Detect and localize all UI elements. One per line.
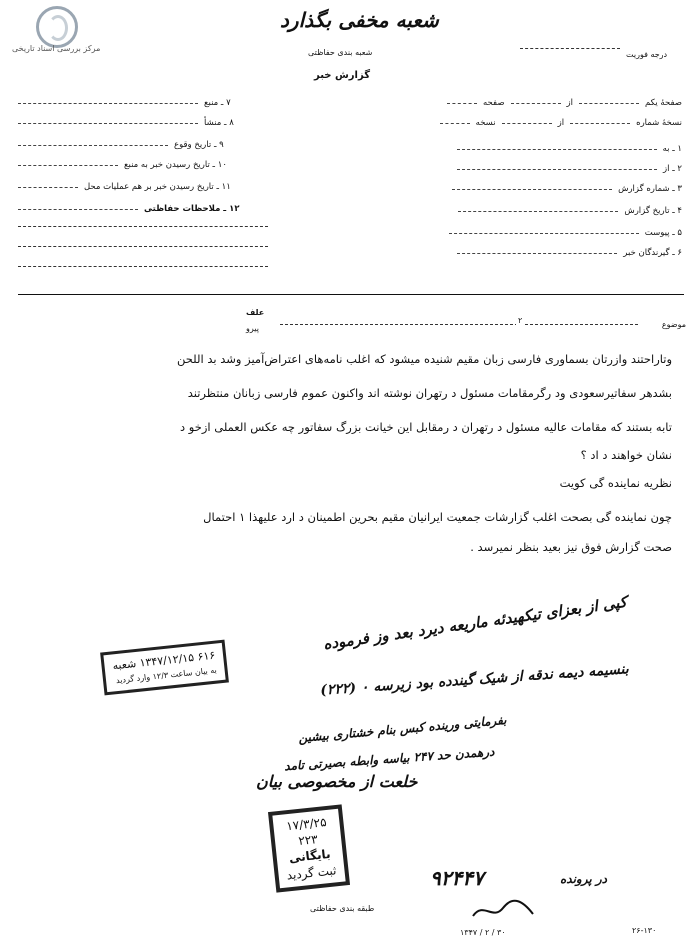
body-line-7: صحت گزارش فوق نیز بعید بنظر نمیرسد . bbox=[470, 540, 672, 554]
received-stamp bbox=[100, 640, 229, 695]
archive-stamp bbox=[268, 804, 350, 892]
field-source: ۷ ـ منبع bbox=[18, 98, 231, 108]
notes-line-1 bbox=[18, 226, 268, 227]
subject-number: ۲ bbox=[518, 316, 523, 325]
field-page: صفحهٔ یکم از صفحه bbox=[447, 98, 682, 108]
archive-file-prefix: در پرونده bbox=[560, 872, 607, 886]
sub-office-header: شعبه بندی حفاظتی bbox=[308, 48, 373, 57]
report-title: گزارش خبر bbox=[314, 70, 371, 81]
notes-line-3 bbox=[18, 266, 268, 267]
field-event-date: ۹ ـ تاریخ وقوع bbox=[18, 140, 224, 150]
archive-logo bbox=[36, 6, 78, 48]
archive-stamp-title: بایگانی bbox=[288, 847, 332, 866]
body-line-3: تابه بستند که مقامات عالیه مسئول د رتهران د رمقابل این خیانت بزرگ سفاتور چه عکس العملی ازخو د bbox=[180, 420, 672, 434]
handwritten-note-3: بفرمایتی ورینده کبس بنام خشتاری بیشین bbox=[297, 712, 508, 746]
field-news-to-source-date: ۱۰ ـ تاریخ رسیدن خبر به منبع bbox=[18, 160, 227, 170]
priority-line bbox=[520, 48, 620, 49]
footer-sub-office: طبقه بندی حفاظتی bbox=[310, 904, 375, 913]
handwritten-note-4: درهمدن حد ۲۴۷ بیاسه وابطه بصیرتی تامد bbox=[283, 744, 495, 774]
signature-mark bbox=[468, 896, 538, 926]
body-line-4: نشان خواهند د اد ؟ bbox=[580, 448, 672, 462]
archive-stamp-status: ثبت گردید bbox=[285, 862, 337, 882]
received-stamp-line2: به بیان ساعت ۱۲/۳ وارد گردید bbox=[115, 665, 218, 685]
field-report-number: ۳ ـ شماره گزارش bbox=[452, 184, 682, 194]
handwritten-note-1: کپی از بعزای تیکهیدئه ماریعه دیرد بعد وز فرموده bbox=[322, 592, 628, 654]
body-line-2: بشدهر سفاتیرسعودی ود رگرمقامات مسئول د رتهران نوشته اند واکنون عموم فارسی زبانان منتظرتند bbox=[187, 386, 672, 400]
archive-watermark: مرکز بررسی اسناد تاریخی bbox=[12, 44, 101, 53]
body-line-5: نظریه نماینده گی کویت bbox=[559, 476, 672, 490]
field-report-date: ۴ ـ تاریخ گزارش bbox=[458, 206, 682, 216]
field-recipients: ۶ ـ گیرندگان خبر bbox=[457, 248, 682, 258]
archive-stamp-number: ۲۲۳ bbox=[297, 832, 319, 849]
subject-ref-top: علف bbox=[246, 308, 265, 317]
footer-doc-code: ۲۶-۱۳۰ bbox=[632, 926, 657, 935]
subject-ref-bottom: پیرو bbox=[246, 324, 259, 333]
subject-label: موضوع bbox=[661, 320, 686, 329]
archive-stamp-date: ۱۷/۳/۲۵ bbox=[285, 815, 328, 834]
handwritten-note-2: بنسیمه دیمه ندقه از شیک گیندده بود زیرسه ۰ (۲۲۲) bbox=[319, 661, 630, 699]
field-security-notes: ۱۲ ـ ملاحظات حفاظتی bbox=[18, 204, 240, 214]
field-news-to-operations-date: ۱۱ ـ تاریخ رسیدن خبر بر هم عملیات محل bbox=[18, 182, 231, 192]
field-copy: نسخهٔ شماره از نسخه bbox=[440, 118, 682, 128]
body-line-1: وتاراحتند وازرتان بسماوری فارسی زبان مقیم شنیده میشود که اغلب نامه‌های اعتراض‌آمیز وشد بد اللحن bbox=[177, 352, 672, 366]
header-separator bbox=[18, 294, 684, 295]
field-origin: ۸ ـ منشأ bbox=[18, 118, 234, 128]
top-heading: شعبه مخفی بگذارد bbox=[280, 8, 439, 32]
archive-file-number: ۹۲۴۴۷ bbox=[430, 866, 484, 890]
field-attachment: ۵ ـ پیوست bbox=[449, 228, 682, 238]
notes-line-2 bbox=[18, 246, 268, 247]
body-line-6: چون نماینده گی بصحت اغلب گزارشات جمعیت ایرانیان مقیم بحرین اطمینان د ارد علیهذا ۱ احتمال bbox=[203, 510, 672, 524]
handwritten-note-5: خلعت از مخصوصی بیان bbox=[256, 772, 418, 791]
subject-line bbox=[280, 324, 638, 325]
signature-date: ۳۰ / ۲ / ۱۳۴۷ bbox=[460, 928, 506, 937]
received-stamp-line1: ۶۱۶ ۱۳۴۷/۱۲/۱۵ شعبه bbox=[111, 648, 216, 673]
field-to: ۱ ـ به bbox=[457, 144, 682, 154]
priority-label: درجه فوریت bbox=[626, 50, 668, 59]
field-from: ۲ ـ از bbox=[457, 164, 682, 174]
